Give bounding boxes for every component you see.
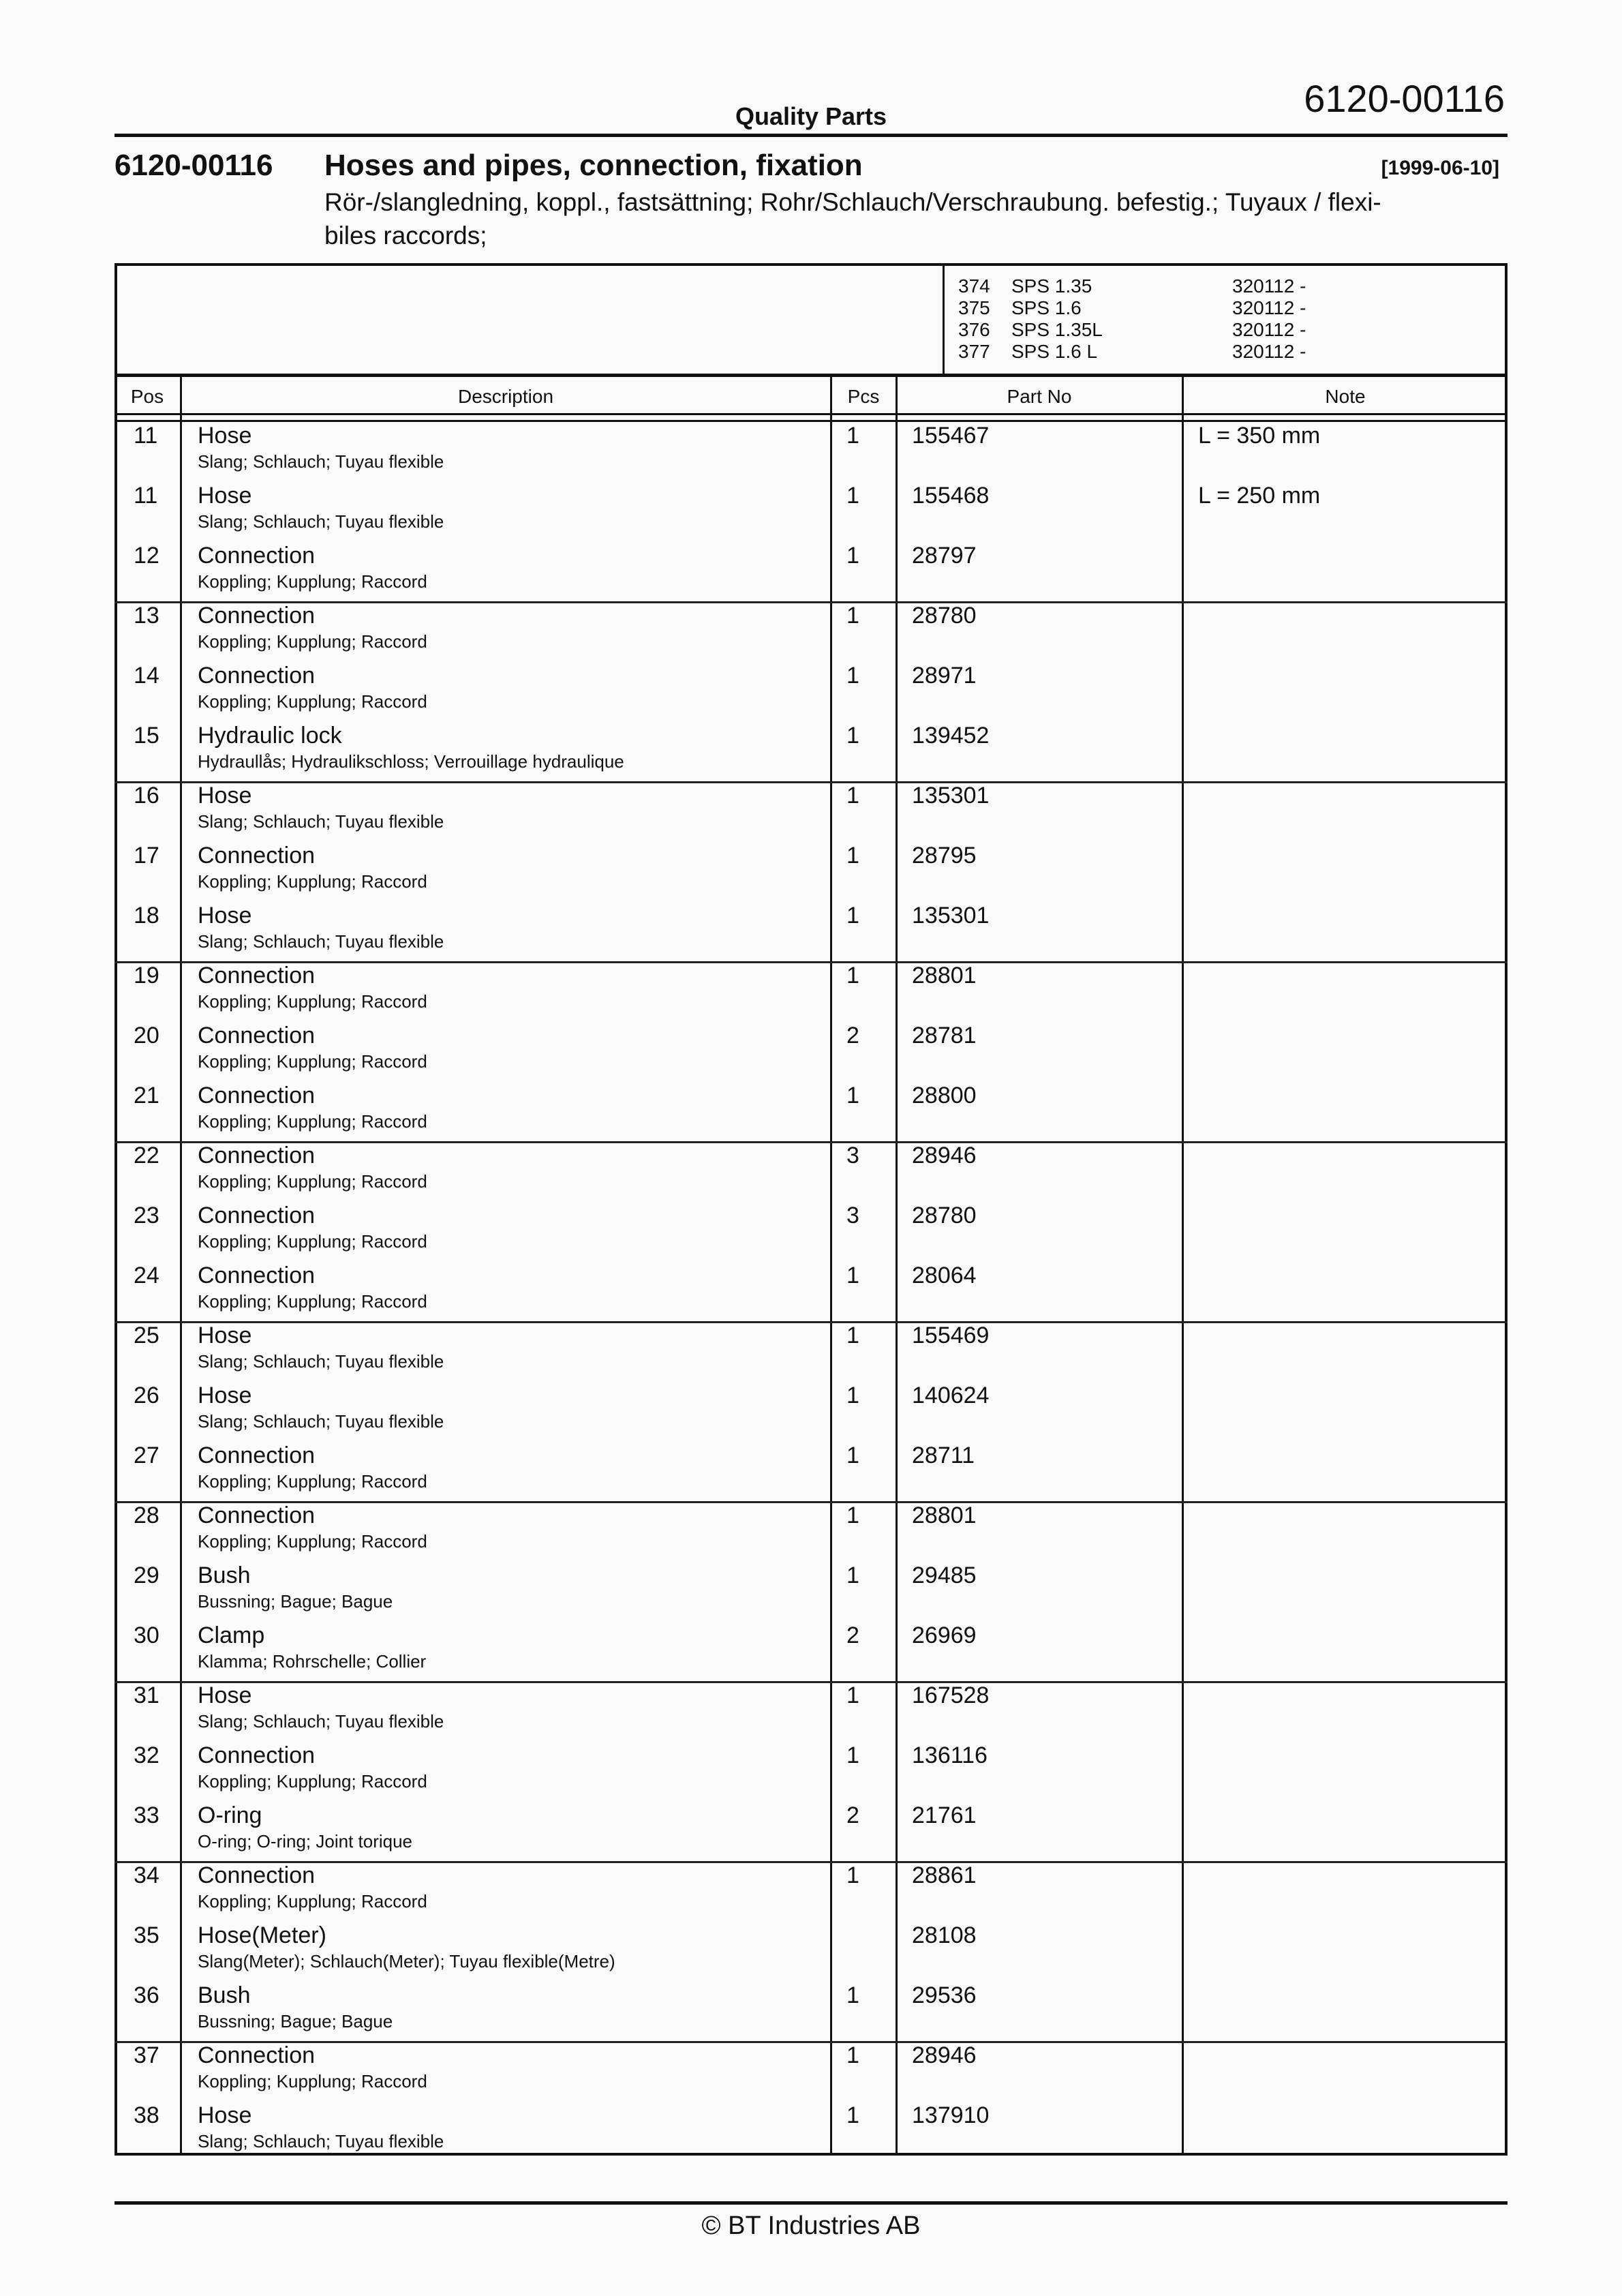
item-pcs: 1	[846, 723, 859, 749]
item-pos: 22	[134, 1143, 159, 1168]
item-pcs: 2	[846, 1802, 859, 1828]
item-note: L = 350 mm	[1198, 423, 1321, 449]
item-pos: 37	[134, 2042, 159, 2068]
model-name: SPS 1.6 L	[1011, 341, 1098, 362]
item-name: Hose	[198, 783, 252, 809]
item-pos: 32	[134, 1742, 159, 1768]
model-number: 375	[958, 297, 990, 318]
item-part-no: 155469	[912, 1323, 990, 1348]
item-pos: 20	[134, 1023, 159, 1048]
item-part-no: 137910	[912, 2102, 990, 2128]
model-serial: 320112 -	[1232, 297, 1306, 318]
item-pos: 14	[134, 663, 159, 689]
item-pcs: 1	[846, 1862, 859, 1888]
item-translations: Slang; Schlauch; Tuyau flexible	[198, 1351, 444, 1372]
item-name: Clamp	[198, 1622, 265, 1648]
item-name: Connection	[198, 1442, 316, 1468]
header-rule	[114, 420, 1508, 422]
item-name: Hydraulic lock	[198, 723, 342, 749]
item-pcs: 1	[846, 1502, 859, 1528]
item-pos: 19	[134, 963, 159, 988]
item-pos: 21	[134, 1083, 159, 1108]
item-pos: 12	[134, 543, 159, 569]
item-name: O-ring	[198, 1802, 262, 1828]
item-name: Hose	[198, 1682, 252, 1708]
item-pos: 38	[134, 2102, 159, 2128]
item-translations: Slang; Schlauch; Tuyau flexible	[198, 811, 444, 832]
item-translations: Koppling; Kupplung; Raccord	[198, 631, 427, 652]
item-pcs: 1	[846, 1742, 859, 1768]
col-header-description: Description	[457, 386, 554, 407]
item-part-no: 28780	[912, 1203, 977, 1228]
item-name: Connection	[198, 2042, 316, 2068]
item-pos: 30	[134, 1622, 159, 1648]
column-divider	[896, 376, 898, 2153]
item-translations: Slang(Meter); Schlauch(Meter); Tuyau flexible(Metre)	[198, 1951, 615, 1972]
item-part-no: 28801	[912, 963, 977, 988]
item-pos: 15	[134, 723, 159, 749]
model-number: 376	[958, 319, 990, 340]
item-part-no: 139452	[912, 723, 990, 749]
item-pos: 28	[134, 1502, 159, 1528]
section-date: [1999-06-10]	[1381, 157, 1499, 179]
parts-table-frame	[114, 263, 1508, 2156]
item-pcs: 1	[846, 1562, 859, 1588]
item-translations: Koppling; Kupplung; Raccord	[198, 571, 427, 592]
item-pos: 11	[134, 483, 158, 509]
item-pcs: 1	[846, 1682, 859, 1708]
item-translations: Koppling; Kupplung; Raccord	[198, 1771, 427, 1792]
item-translations: Koppling; Kupplung; Raccord	[198, 1171, 427, 1192]
item-pos: 25	[134, 1323, 159, 1348]
col-header-pos: Pos	[130, 386, 164, 407]
model-serial: 320112 -	[1232, 341, 1306, 362]
item-translations: Koppling; Kupplung; Raccord	[198, 691, 427, 712]
item-part-no: 167528	[912, 1682, 990, 1708]
item-name: Hose	[198, 423, 252, 449]
item-pos: 13	[134, 603, 159, 629]
item-translations: Koppling; Kupplung; Raccord	[198, 2071, 427, 2091]
section-subtitle-line: Rör-/slangledning, koppl., fastsättning; Rohr/Schlauch/Verschraubung. befestig.; Tuyaux / flexi-	[324, 188, 1381, 216]
item-name: Bush	[198, 1562, 251, 1588]
item-part-no: 28801	[912, 1502, 977, 1528]
model-number: 377	[958, 341, 990, 362]
item-part-no: 28971	[912, 663, 977, 689]
item-part-no: 28064	[912, 1263, 977, 1288]
item-name: Connection	[198, 963, 316, 988]
item-part-no: 28800	[912, 1083, 977, 1108]
item-name: Hose	[198, 1323, 252, 1348]
item-translations: O-ring; O-ring; Joint torique	[198, 1831, 413, 1852]
item-translations: Bussning; Bague; Bague	[198, 1591, 393, 1612]
item-pos: 23	[134, 1203, 159, 1228]
item-part-no: 136116	[912, 1742, 988, 1768]
item-name: Connection	[198, 663, 316, 689]
item-part-no: 28795	[912, 843, 977, 868]
item-pcs: 2	[846, 1622, 859, 1648]
bottom-rule	[114, 2201, 1508, 2205]
item-translations: Klamma; Rohrschelle; Collier	[198, 1651, 427, 1672]
footer-copyright: © BT Industries AB	[701, 2211, 921, 2240]
item-pcs: 1	[846, 423, 859, 449]
item-pcs: 1	[846, 1982, 859, 2008]
item-pcs: 1	[846, 543, 859, 569]
item-pos: 11	[134, 423, 158, 449]
item-translations: Slang; Schlauch; Tuyau flexible	[198, 1411, 444, 1432]
model-number: 374	[958, 275, 990, 297]
item-part-no: 28861	[912, 1862, 977, 1888]
item-name: Connection	[198, 543, 316, 569]
item-part-no: 28780	[912, 603, 977, 629]
item-name: Hose	[198, 903, 252, 928]
model-name: SPS 1.35	[1011, 275, 1092, 297]
item-pcs: 1	[846, 483, 859, 509]
item-part-no: 28797	[912, 543, 977, 569]
model-serial: 320112 -	[1232, 275, 1306, 297]
item-translations: Koppling; Kupplung; Raccord	[198, 871, 427, 892]
item-part-no: 28108	[912, 1922, 977, 1948]
col-header-part-no: Part No	[1007, 386, 1072, 407]
item-pos: 18	[134, 903, 159, 928]
item-translations: Bussning; Bague; Bague	[198, 2011, 393, 2031]
item-pcs: 1	[846, 843, 859, 868]
item-part-no: 28946	[912, 1143, 977, 1168]
item-pcs: 1	[846, 1323, 859, 1348]
item-pcs: 1	[846, 663, 859, 689]
item-pos: 31	[134, 1682, 159, 1708]
item-pcs: 1	[846, 603, 859, 629]
item-pcs: 3	[846, 1203, 859, 1228]
item-part-no: 28711	[912, 1442, 975, 1468]
group-divider	[114, 1681, 1508, 1683]
item-pcs: 1	[846, 1083, 859, 1108]
item-pos: 36	[134, 1982, 159, 2008]
group-divider	[114, 781, 1508, 783]
section-code: 6120-00116	[114, 149, 273, 182]
item-note: L = 250 mm	[1198, 483, 1321, 509]
group-divider	[114, 1321, 1508, 1323]
item-name: Hose	[198, 483, 252, 509]
group-divider	[114, 1501, 1508, 1503]
item-pcs: 1	[846, 1442, 859, 1468]
item-pos: 35	[134, 1922, 159, 1948]
item-pcs: 3	[846, 1143, 859, 1168]
item-part-no: 135301	[912, 903, 990, 928]
section-title: Hoses and pipes, connection, fixation	[324, 149, 863, 182]
item-name: Connection	[198, 1263, 316, 1288]
item-pcs: 1	[846, 903, 859, 928]
running-title: Quality Parts	[735, 102, 887, 130]
item-name: Connection	[198, 1502, 316, 1528]
item-translations: Koppling; Kupplung; Raccord	[198, 1471, 427, 1492]
item-translations: Slang; Schlauch; Tuyau flexible	[198, 2131, 444, 2151]
item-translations: Slang; Schlauch; Tuyau flexible	[198, 931, 444, 952]
column-divider	[180, 376, 182, 2153]
col-header-pcs: Pcs	[847, 386, 880, 407]
item-translations: Slang; Schlauch; Tuyau flexible	[198, 1711, 444, 1732]
col-header-note: Note	[1325, 386, 1366, 407]
group-divider	[114, 961, 1508, 963]
item-pcs: 1	[846, 2042, 859, 2068]
item-part-no: 29536	[912, 1982, 977, 2008]
item-translations: Slang; Schlauch; Tuyau flexible	[198, 511, 444, 532]
item-name: Hose	[198, 1383, 252, 1408]
item-name: Connection	[198, 1742, 316, 1768]
top-rule	[114, 134, 1508, 137]
item-part-no: 28946	[912, 2042, 977, 2068]
header-rule	[114, 413, 1508, 415]
section-subtitle-line: biles raccords;	[324, 222, 487, 250]
item-name: Hose(Meter)	[198, 1922, 326, 1948]
item-translations: Hydraullås; Hydraulikschloss; Verrouillage hydraulique	[198, 751, 624, 772]
item-pcs: 1	[846, 1263, 859, 1288]
item-pos: 29	[134, 1562, 159, 1588]
group-divider	[114, 1141, 1508, 1143]
model-serial: 320112 -	[1232, 319, 1306, 340]
item-part-no: 26969	[912, 1622, 977, 1648]
model-name: SPS 1.6	[1011, 297, 1082, 318]
model-name: SPS 1.35L	[1011, 319, 1103, 340]
section-subtitle	[324, 185, 1483, 252]
group-divider	[114, 1861, 1508, 1863]
item-pos: 34	[134, 1862, 159, 1888]
column-divider	[1182, 376, 1184, 2153]
item-name: Connection	[198, 603, 316, 629]
item-translations: Koppling; Kupplung; Raccord	[198, 1051, 427, 1072]
item-translations: Koppling; Kupplung; Raccord	[198, 1111, 427, 1132]
item-translations: Koppling; Kupplung; Raccord	[198, 991, 427, 1012]
item-translations: Koppling; Kupplung; Raccord	[198, 1231, 427, 1252]
item-pos: 16	[134, 783, 159, 809]
item-part-no: 28781	[912, 1023, 977, 1048]
item-pcs: 1	[846, 963, 859, 988]
item-pos: 27	[134, 1442, 159, 1468]
item-name: Connection	[198, 1203, 316, 1228]
item-part-no: 29485	[912, 1562, 977, 1588]
item-name: Connection	[198, 1083, 316, 1108]
item-pcs: 2	[846, 1023, 859, 1048]
item-translations: Slang; Schlauch; Tuyau flexible	[198, 451, 444, 472]
item-part-no: 135301	[912, 783, 990, 809]
item-part-no: 140624	[912, 1383, 990, 1408]
item-part-no: 155468	[912, 483, 990, 509]
item-name: Connection	[198, 1143, 316, 1168]
item-pos: 26	[134, 1383, 159, 1408]
item-pcs: 1	[846, 2102, 859, 2128]
group-divider	[114, 601, 1508, 603]
item-pos: 17	[134, 843, 159, 868]
item-pcs: 1	[846, 783, 859, 809]
column-divider	[830, 376, 832, 2153]
group-divider	[114, 2041, 1508, 2043]
item-translations: Koppling; Kupplung; Raccord	[198, 1531, 427, 1552]
models-separator	[114, 374, 1508, 377]
item-name: Connection	[198, 1862, 316, 1888]
item-pcs: 1	[846, 1383, 859, 1408]
item-name: Connection	[198, 1023, 316, 1048]
item-name: Connection	[198, 843, 316, 868]
item-name: Hose	[198, 2102, 252, 2128]
item-part-no: 21761	[912, 1802, 977, 1828]
item-part-no: 155467	[912, 423, 990, 449]
item-translations: Koppling; Kupplung; Raccord	[198, 1891, 427, 1912]
item-pos: 33	[134, 1802, 159, 1828]
item-pos: 24	[134, 1263, 159, 1288]
item-translations: Koppling; Kupplung; Raccord	[198, 1291, 427, 1312]
doc-code-top: 6120-00116	[1304, 77, 1505, 120]
item-name: Bush	[198, 1982, 251, 2008]
